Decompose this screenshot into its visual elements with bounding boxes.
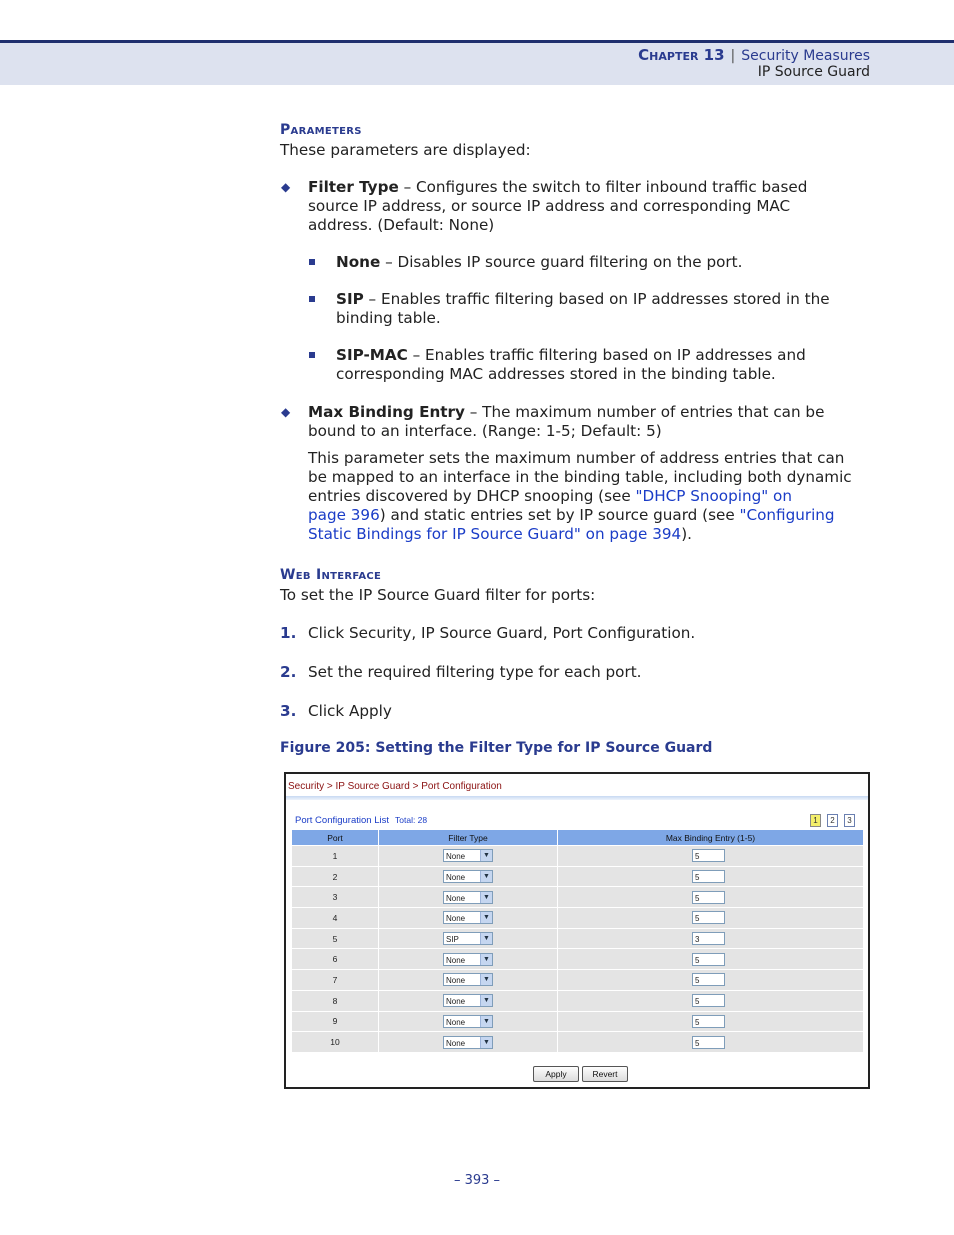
filter-type-cell bbox=[379, 928, 558, 949]
breadcrumb: Security > IP Source Guard > Port Configuration bbox=[288, 781, 502, 792]
chevron-down-icon[interactable]: ▼ bbox=[480, 1037, 492, 1048]
max-binding-input[interactable]: 5 bbox=[692, 953, 725, 966]
column-header-port: Port bbox=[292, 830, 379, 846]
table-row bbox=[292, 866, 864, 887]
filter-type-cell bbox=[379, 1011, 558, 1032]
port-cell: 7 bbox=[292, 970, 379, 991]
diamond-bullet-icon: ◆ bbox=[281, 180, 291, 194]
filter-type-value: None bbox=[446, 1017, 466, 1027]
filter-type-value: None bbox=[446, 997, 466, 1007]
port-cell: 3 bbox=[292, 887, 379, 908]
step-number: 1. bbox=[280, 624, 297, 642]
port-cell: 4 bbox=[292, 908, 379, 929]
filter-type-value: None bbox=[446, 1038, 466, 1048]
column-header-filter-type: Filter Type bbox=[379, 830, 558, 846]
filter-type-item bbox=[308, 178, 878, 235]
square-bullet-icon bbox=[309, 352, 315, 358]
filter-type-cell bbox=[379, 908, 558, 929]
max-binding-cell bbox=[558, 866, 864, 887]
table-row bbox=[292, 928, 864, 949]
dhcp-snooping-link-page[interactable]: page 396 bbox=[308, 506, 380, 524]
filter-type-desc-3: address. (Default: None) bbox=[308, 216, 495, 234]
max-binding-input[interactable]: 5 bbox=[692, 911, 725, 924]
max-binding-input[interactable]: 5 bbox=[692, 1036, 725, 1049]
max-binding-para-2: be mapped to an interface in the binding table, including both dynamic bbox=[308, 468, 852, 486]
filter-type-cell bbox=[379, 949, 558, 970]
table-row bbox=[292, 949, 864, 970]
revert-button[interactable]: Revert bbox=[582, 1066, 628, 1082]
static-bindings-link[interactable]: "Configuring bbox=[739, 506, 835, 524]
page-2-button[interactable]: 2 bbox=[827, 814, 838, 827]
max-binding-input[interactable]: 3 bbox=[692, 932, 725, 945]
square-bullet-icon bbox=[309, 259, 315, 265]
max-binding-item bbox=[308, 403, 878, 441]
chevron-down-icon[interactable]: ▼ bbox=[480, 954, 492, 965]
table-row bbox=[292, 908, 864, 929]
sip-item bbox=[336, 290, 876, 328]
filter-type-select[interactable] bbox=[443, 911, 493, 924]
port-cell: 9 bbox=[292, 1011, 379, 1032]
port-cell: 8 bbox=[292, 990, 379, 1011]
chevron-down-icon[interactable]: ▼ bbox=[480, 871, 492, 882]
port-cell: 6 bbox=[292, 949, 379, 970]
page-3-button[interactable]: 3 bbox=[844, 814, 855, 827]
filter-type-cell bbox=[379, 990, 558, 1011]
max-binding-cell bbox=[558, 887, 864, 908]
table-row bbox=[292, 1011, 864, 1032]
port-cell: 1 bbox=[292, 846, 379, 867]
filter-type-value: None bbox=[446, 893, 466, 903]
max-binding-input[interactable]: 5 bbox=[692, 891, 725, 904]
sip-desc-1: – Enables traffic filtering based on IP addresses stored in the bbox=[363, 290, 830, 308]
port-cell: 2 bbox=[292, 866, 379, 887]
filter-type-value: None bbox=[446, 976, 466, 986]
figure-caption: Figure 205: Setting the Filter Type for IP Source Guard bbox=[280, 740, 713, 756]
max-binding-cell bbox=[558, 928, 864, 949]
max-binding-desc-1: – The maximum number of entries that can be bbox=[464, 403, 825, 421]
header-separator: | bbox=[730, 48, 736, 64]
max-binding-term: Max Binding Entry bbox=[308, 403, 465, 421]
filter-type-value: None bbox=[446, 873, 466, 883]
table-row bbox=[292, 970, 864, 991]
max-binding-input[interactable]: 5 bbox=[692, 849, 725, 862]
table-row bbox=[292, 990, 864, 1011]
chevron-down-icon[interactable]: ▼ bbox=[480, 995, 492, 1006]
sipmac-item bbox=[336, 346, 876, 384]
filter-type-cell bbox=[379, 846, 558, 867]
sipmac-desc-1: – Enables traffic filtering based on IP addresses and bbox=[407, 346, 806, 364]
parameters-heading: Parameters bbox=[280, 122, 362, 138]
diamond-bullet-icon: ◆ bbox=[281, 405, 291, 419]
chevron-down-icon[interactable]: ▼ bbox=[480, 974, 492, 985]
max-binding-input[interactable]: 5 bbox=[692, 870, 725, 883]
chapter-label: Chapter 13 bbox=[638, 46, 725, 64]
step-number: 3. bbox=[280, 702, 297, 720]
list-title bbox=[295, 815, 427, 826]
sip-term: SIP bbox=[336, 290, 364, 308]
web-interface-intro: To set the IP Source Guard filter for ports: bbox=[280, 586, 596, 604]
running-header-section: IP Source Guard bbox=[757, 64, 870, 80]
max-binding-input[interactable]: 5 bbox=[692, 973, 725, 986]
filter-type-cell bbox=[379, 970, 558, 991]
max-binding-input[interactable]: 5 bbox=[692, 1015, 725, 1028]
filter-type-value: None bbox=[446, 852, 466, 862]
filter-type-select[interactable] bbox=[443, 891, 493, 904]
filter-type-value: None bbox=[446, 914, 466, 924]
filter-type-select[interactable] bbox=[443, 870, 493, 883]
chevron-down-icon[interactable]: ▼ bbox=[480, 1016, 492, 1027]
list-title-label: Port Configuration List bbox=[295, 815, 389, 826]
max-binding-desc-2: bound to an interface. (Range: 1-5; Default: 5) bbox=[308, 422, 662, 440]
filter-type-select[interactable] bbox=[443, 849, 493, 862]
chapter-title: Security Measures bbox=[741, 48, 870, 64]
step-text: Set the required filtering type for each port. bbox=[308, 663, 642, 681]
filter-type-value: SIP bbox=[446, 935, 459, 945]
breadcrumb-divider bbox=[286, 796, 868, 800]
filter-type-select[interactable] bbox=[443, 973, 493, 986]
list-total: Total: 28 bbox=[395, 815, 428, 825]
max-binding-para-4: ) and static entries set by IP source guard (see bbox=[379, 506, 740, 524]
port-cell: 5 bbox=[292, 928, 379, 949]
sip-desc-2: binding table. bbox=[336, 309, 441, 327]
max-binding-cell bbox=[558, 1032, 864, 1052]
max-binding-cell bbox=[558, 908, 864, 929]
chevron-down-icon[interactable]: ▼ bbox=[480, 850, 492, 861]
square-bullet-icon bbox=[309, 296, 315, 302]
max-binding-paragraph bbox=[308, 449, 878, 544]
parameters-intro: These parameters are displayed: bbox=[280, 141, 531, 159]
filter-type-term: Filter Type bbox=[308, 178, 399, 196]
filter-type-cell bbox=[379, 1032, 558, 1052]
max-binding-cell bbox=[558, 949, 864, 970]
chevron-down-icon[interactable]: ▼ bbox=[480, 892, 492, 903]
filter-type-select[interactable] bbox=[443, 994, 493, 1007]
chevron-down-icon[interactable]: ▼ bbox=[480, 933, 492, 944]
max-binding-para-5: ). bbox=[681, 525, 692, 543]
filter-type-cell bbox=[379, 866, 558, 887]
page-1-button[interactable]: 1 bbox=[810, 814, 821, 827]
step-number: 2. bbox=[280, 663, 297, 681]
filter-type-select[interactable] bbox=[443, 1036, 493, 1049]
filter-type-select[interactable] bbox=[443, 953, 493, 966]
max-binding-cell bbox=[558, 1011, 864, 1032]
none-term: None bbox=[336, 253, 381, 271]
filter-type-cell bbox=[379, 887, 558, 908]
none-item bbox=[336, 253, 742, 272]
column-header-max-binding: Max Binding Entry (1-5) bbox=[558, 830, 864, 846]
chevron-down-icon[interactable]: ▼ bbox=[480, 912, 492, 923]
filter-type-desc-1: – Configures the switch to filter inbound traffic based bbox=[398, 178, 808, 196]
step-text: Click Apply bbox=[308, 702, 392, 720]
table-row bbox=[292, 846, 864, 867]
max-binding-input[interactable]: 5 bbox=[692, 994, 725, 1007]
static-bindings-link-page[interactable]: Static Bindings for IP Source Guard" on page 394 bbox=[308, 525, 682, 543]
max-binding-cell bbox=[558, 846, 864, 867]
step-text: Click Security, IP Source Guard, Port Configuration. bbox=[308, 624, 696, 642]
port-config-table bbox=[292, 830, 864, 1052]
max-binding-cell bbox=[558, 990, 864, 1011]
sipmac-desc-2: corresponding MAC addresses stored in the binding table. bbox=[336, 365, 776, 383]
page-number: – 393 – bbox=[453, 1173, 501, 1188]
port-configuration-screenshot bbox=[284, 772, 870, 1089]
filter-type-select[interactable] bbox=[443, 1015, 493, 1028]
sipmac-term: SIP-MAC bbox=[336, 346, 408, 364]
filter-type-desc-2: source IP address, or source IP address and corresponding MAC bbox=[308, 197, 791, 215]
running-header-chapter bbox=[638, 46, 870, 64]
dhcp-snooping-link[interactable]: "DHCP Snooping" on bbox=[635, 487, 792, 505]
max-binding-para-1: This parameter sets the maximum number of address entries that can bbox=[308, 449, 845, 467]
none-desc: – Disables IP source guard filtering on the port. bbox=[380, 253, 743, 271]
table-row bbox=[292, 1032, 864, 1052]
table-row bbox=[292, 887, 864, 908]
max-binding-cell bbox=[558, 970, 864, 991]
web-interface-heading: Web Interface bbox=[280, 567, 382, 583]
filter-type-value: None bbox=[446, 955, 466, 965]
port-cell: 10 bbox=[292, 1032, 379, 1052]
filter-type-select[interactable] bbox=[443, 932, 493, 945]
apply-button[interactable]: Apply bbox=[533, 1066, 579, 1082]
max-binding-para-3: entries discovered by DHCP snooping (see bbox=[308, 487, 636, 505]
